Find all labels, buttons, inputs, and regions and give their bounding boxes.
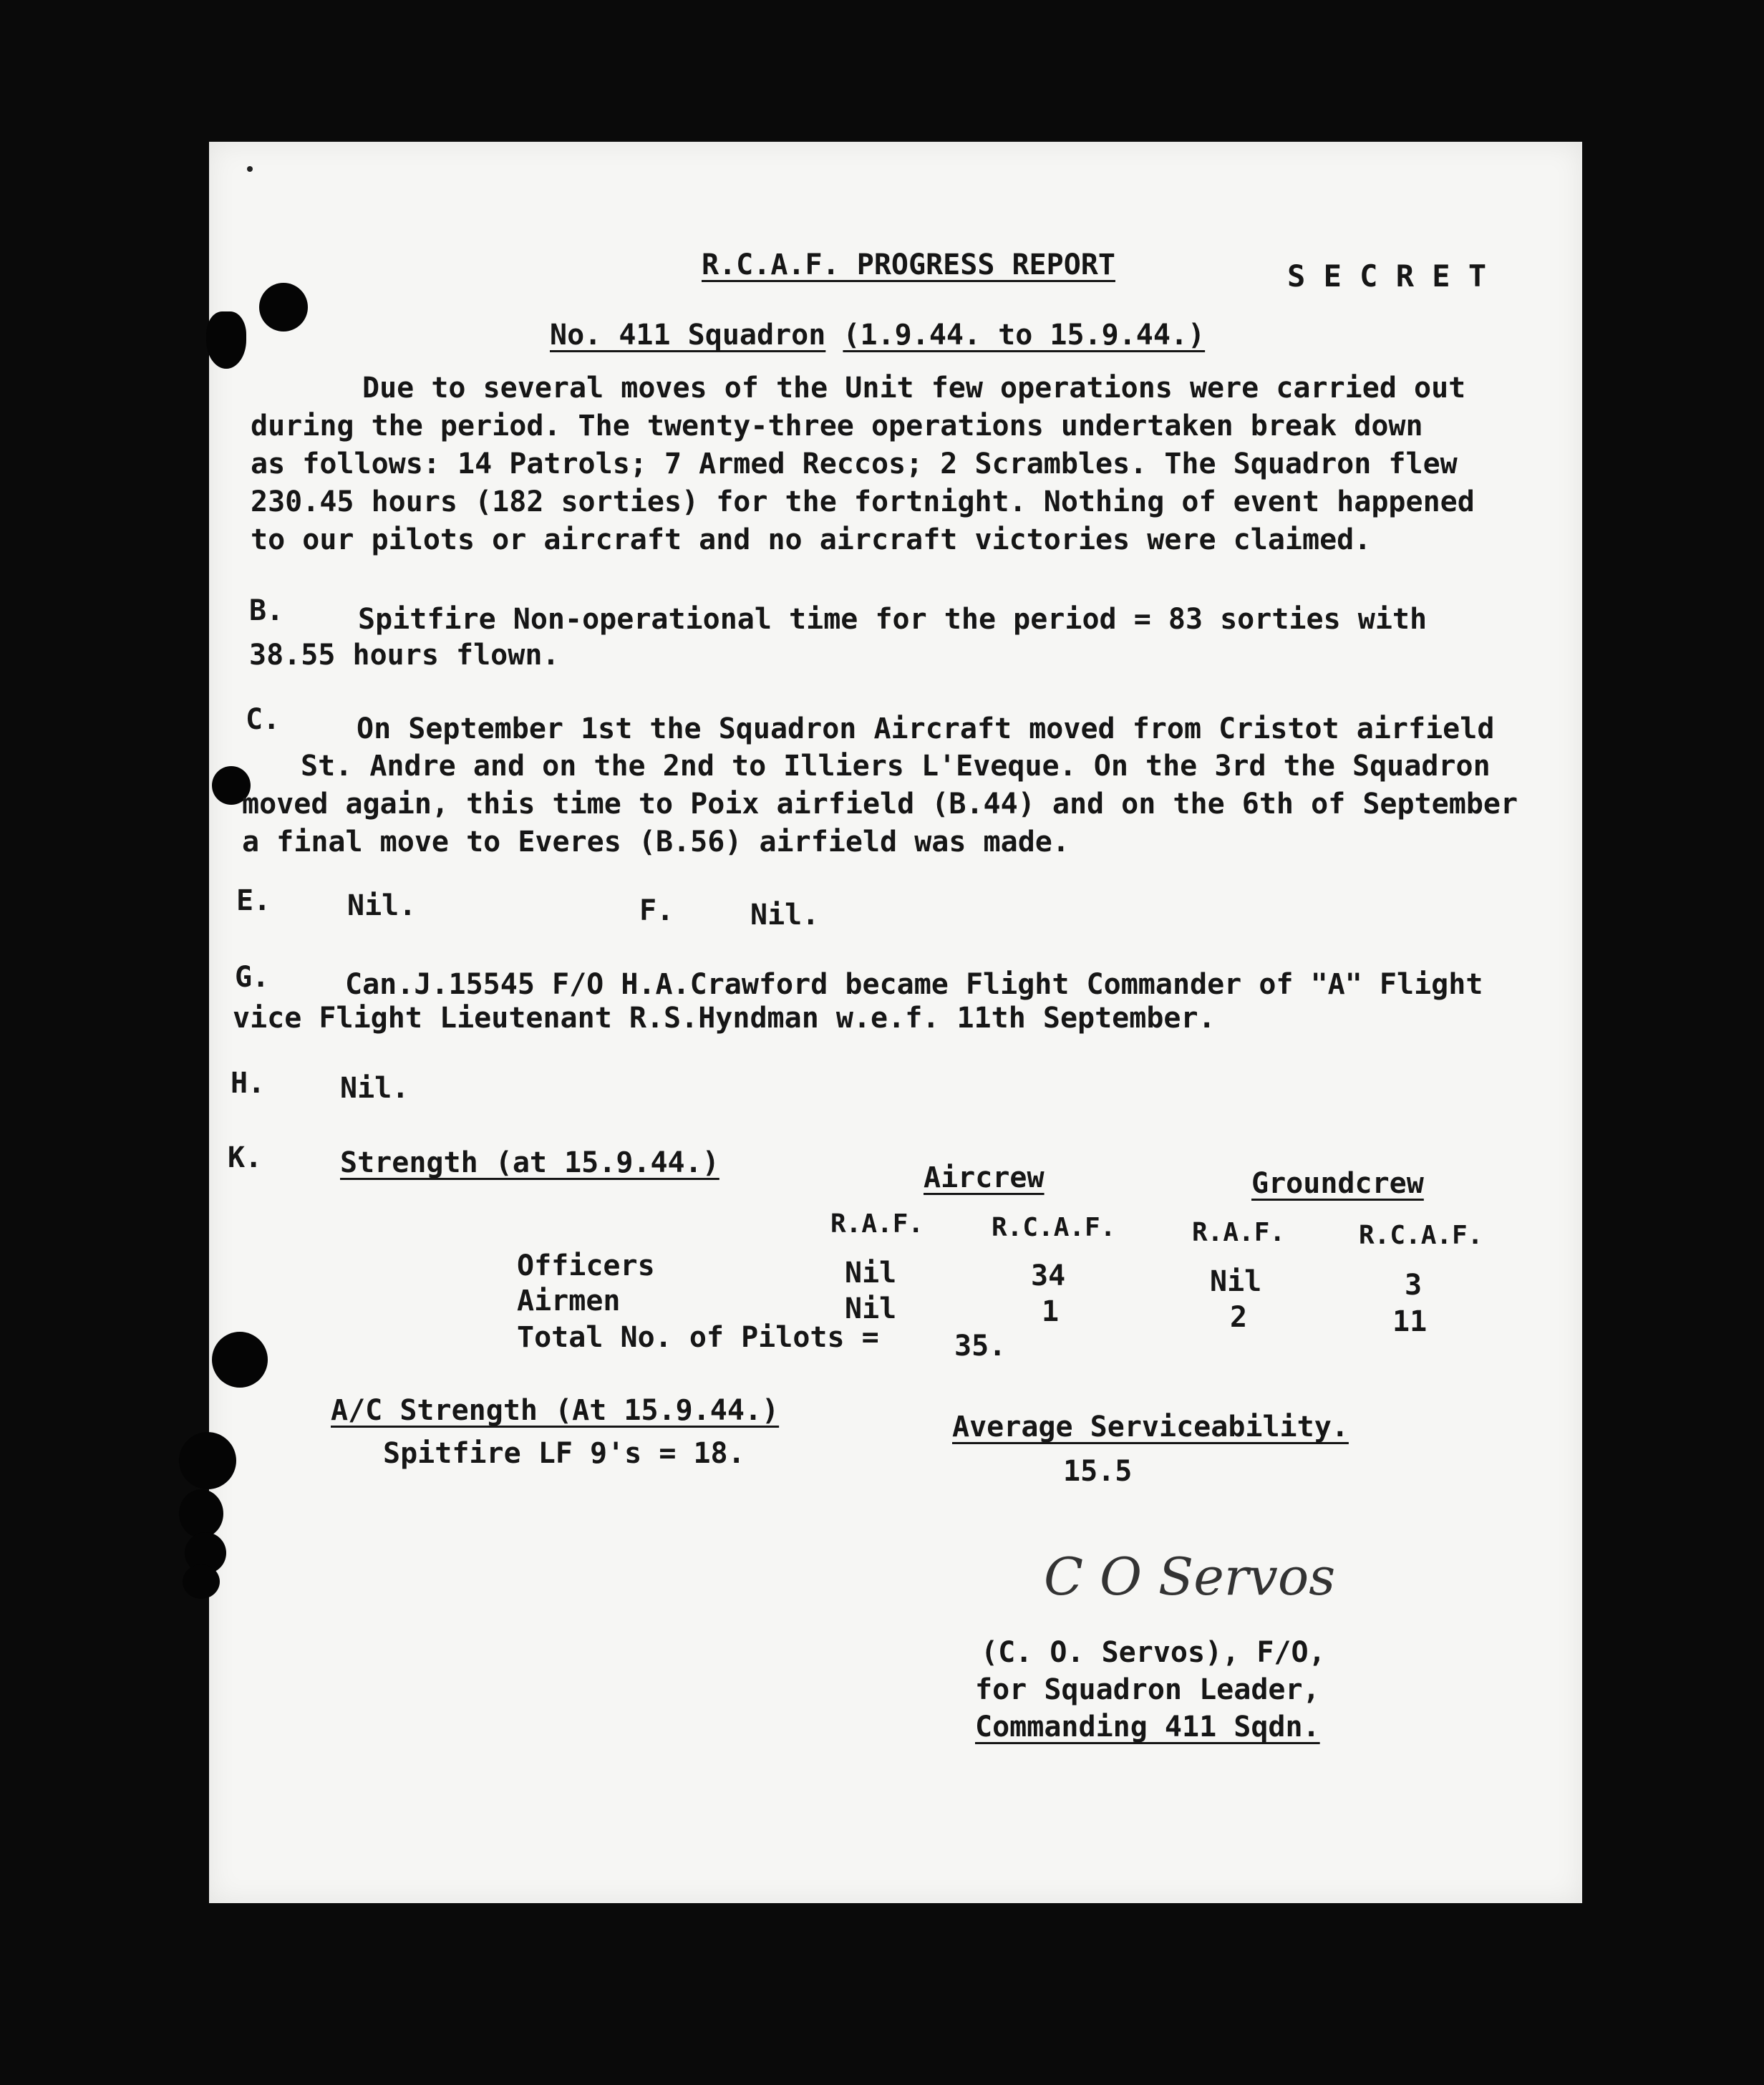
serviceability-heading: Average Serviceability. [952, 1411, 1349, 1443]
signature-line-2: for Squadron Leader, [975, 1673, 1320, 1706]
section-e-text: Nil. [347, 889, 417, 922]
section-f-text: Nil. [750, 899, 820, 932]
section-a-line-2: during the period. The twenty-three operations undertaken break down [251, 410, 1423, 442]
report-subtitle [550, 319, 1206, 352]
section-h-text: Nil. [340, 1072, 410, 1105]
section-c-label: C. [246, 703, 281, 736]
ac-strength-heading: A/C Strength (At 15.9.44.) [331, 1394, 780, 1427]
section-g-label: G. [235, 961, 270, 994]
aircrew-heading: Aircrew [924, 1161, 1045, 1194]
section-c-line-3: moved again, this time to Poix airfield (B.44) and on the 6th of September [242, 788, 1518, 821]
row-airmen-label: Airmen [517, 1285, 621, 1317]
punch-hole-left-2 [212, 1332, 268, 1388]
clip-mark [206, 311, 246, 369]
row-officers-aircrew-raf: Nil [845, 1257, 897, 1290]
row-officers-label: Officers [517, 1249, 655, 1282]
serviceability-value: 15.5 [1063, 1455, 1133, 1488]
row-airmen-aircrew-raf: Nil [845, 1292, 897, 1325]
subtitle-period: (1.9.44. to 15.9.44.) [843, 319, 1206, 352]
section-c-line-4: a final move to Everes (B.56) airfield was made. [242, 826, 1070, 858]
section-f-label: F. [639, 894, 674, 927]
row-airmen-groundcrew-rcaf: 11 [1392, 1305, 1428, 1338]
col-aircrew-raf: R.A.F. [830, 1209, 924, 1239]
section-c-line-1: On September 1st the Squadron Aircraft moved from Cristot airfield [357, 712, 1495, 745]
punch-hole-left-3 [179, 1432, 236, 1489]
section-g-line-1: Can.J.15545 F/O H.A.Crawford became Flight Commander of "A" Flight [345, 968, 1483, 1001]
strength-heading: Strength (at 15.9.44.) [340, 1146, 719, 1179]
section-b-line-1: Spitfire Non-operational time for the period = 83 sorties with [358, 603, 1428, 636]
col-groundcrew-rcaf: R.C.A.F. [1359, 1221, 1483, 1250]
section-e-label: E. [236, 884, 271, 917]
speck [247, 166, 253, 172]
section-a-line-1: Due to several moves of the Unit few operations were carried out [362, 372, 1466, 405]
row-officers-groundcrew-raf: Nil [1210, 1265, 1262, 1298]
classification-label: S E C R E T [1287, 258, 1487, 294]
section-a-line-5: to our pilots or aircraft and no aircraft victories were claimed. [251, 523, 1372, 556]
punch-hole-top [259, 283, 308, 332]
section-g-line-2: vice Flight Lieutenant R.S.Hyndman w.e.f. 11th September. [233, 1002, 1216, 1035]
handwritten-signature: C O Servos [1044, 1547, 1336, 1607]
section-a-line-3: as follows: 14 Patrols; 7 Armed Reccos; 2 Scrambles. The Squadron flew [251, 448, 1458, 480]
signature-line-3: Commanding 411 Sqdn. [975, 1711, 1320, 1743]
ac-strength-line: Spitfire LF 9's = 18. [383, 1437, 745, 1470]
punch-hole-left-6 [183, 1564, 220, 1599]
col-groundcrew-raf: R.A.F. [1192, 1218, 1286, 1247]
row-airmen-groundcrew-raf: 2 [1230, 1301, 1248, 1334]
total-pilots-value: 35. [954, 1330, 1007, 1363]
section-c-line-2: St. Andre and on the 2nd to Illiers L'Eveque. On the 3rd the Squadron [301, 750, 1491, 783]
groundcrew-heading: Groundcrew [1251, 1167, 1424, 1200]
section-k-label: K. [228, 1141, 263, 1174]
total-pilots-label: Total No. of Pilots = [517, 1321, 879, 1354]
section-b-label: B. [249, 594, 284, 627]
punch-hole-left-4 [179, 1489, 223, 1538]
col-aircrew-rcaf: R.C.A.F. [992, 1213, 1116, 1242]
section-a-line-4: 230.45 hours (182 sorties) for the fortnight. Nothing of event happened [251, 485, 1475, 518]
report-title: R.C.A.F. PROGRESS REPORT [702, 248, 1115, 281]
section-h-label: H. [231, 1067, 266, 1100]
signature-line-1: (C. O. Servos), F/O, [981, 1636, 1326, 1669]
subtitle-unit: No. 411 Squadron [550, 319, 826, 352]
section-b-line-2: 38.55 hours flown. [249, 639, 560, 672]
row-officers-groundcrew-rcaf: 3 [1405, 1269, 1423, 1302]
row-airmen-aircrew-rcaf: 1 [1042, 1295, 1060, 1328]
row-officers-aircrew-rcaf: 34 [1031, 1259, 1066, 1292]
